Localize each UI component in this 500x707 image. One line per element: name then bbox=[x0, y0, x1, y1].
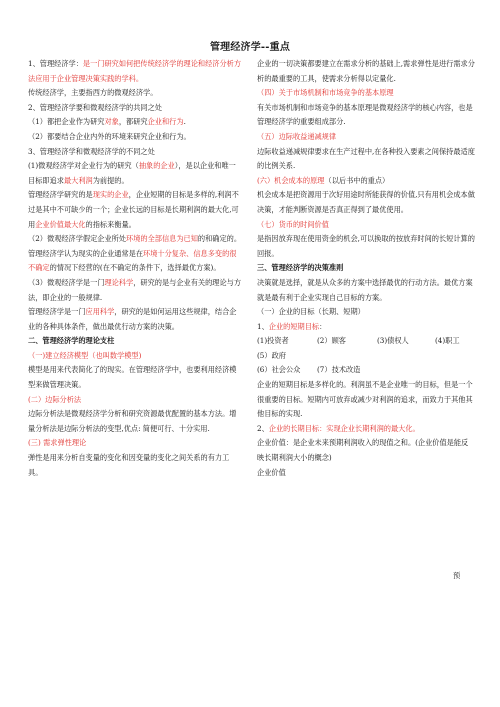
paragraph bbox=[28, 159, 243, 188]
list-item: (3)债权人 bbox=[377, 336, 409, 346]
text: 管理经济学研究的是 bbox=[28, 190, 93, 200]
paragraph bbox=[257, 320, 475, 335]
text: （以后书中的重点） bbox=[324, 175, 390, 185]
paragraph: 决策就是选择，就是从众多的方案中选择最优的行动方法。最优方案就是最有利于企业实现自己目标的方案。 bbox=[257, 277, 473, 302]
paragraph: 边际分析法是微观经济学分析和研究资源最优配置的基本方法。增量分析法是边际分析法的变型,优点: 简便可行、十分实用. bbox=[28, 409, 237, 433]
paragraph bbox=[28, 276, 243, 305]
paragraph: （2）都要结合企业内外的环境来研究企业和行为。 bbox=[28, 131, 191, 141]
text: ），是以企业和唯一目标即追求 bbox=[28, 161, 236, 185]
paragraph bbox=[28, 188, 243, 232]
stakeholder-row bbox=[257, 363, 475, 378]
paragraph: 企业的一切决策都要建立在需求分析的基础上,需求弹性是进行需求分析的最重要的工具，使需求分析得以定量化. bbox=[257, 59, 475, 83]
highlight-text: 最大利润 bbox=[63, 175, 93, 185]
paragraph bbox=[28, 115, 243, 130]
text: ，都研究 bbox=[118, 117, 148, 127]
highlight-text: 应用科学 bbox=[85, 307, 115, 317]
subsection-heading: （五）边际收益递减规律 bbox=[257, 131, 337, 141]
page-fragment-text: 预 bbox=[453, 571, 461, 580]
paragraph bbox=[28, 232, 243, 247]
subsection-heading: （四）关于市场机制和市场竞争的基本原理 bbox=[257, 88, 394, 98]
text: 为前提的。 bbox=[92, 175, 129, 185]
paragraph: 有关市场机制和市场竞争的基本原理是微观经济学的核心内容，也是管理经济学的重要组成部分. bbox=[257, 102, 473, 127]
paragraph: 企业的短期目标是多样化的。利润虽不是企业唯一的目标，但是一个很重要的目标。短期内可放弃或减少对利润的追求，而致力于其他其他目标的实现. bbox=[257, 380, 473, 419]
highlight-text: 对象 bbox=[104, 117, 119, 127]
text: 2、 bbox=[257, 423, 269, 433]
left-column bbox=[28, 57, 243, 480]
text: (1)微观经济学对企业行为的研究（ bbox=[28, 161, 139, 171]
paragraph: 边际收益递减规律要求在生产过程中,在各种投入要素之间保持最适度的比例关系. bbox=[257, 146, 475, 171]
stakeholder-row bbox=[257, 334, 475, 349]
paragraph: 2、管理经济学要和微观经济学的共同之处 bbox=[28, 102, 162, 112]
highlight-text: 理论科学 bbox=[104, 277, 134, 287]
paragraph bbox=[257, 422, 475, 437]
paragraph: 模型是用来代表简化了的现实。在管理经济学中，也要利用经济模型来做管理决策。 bbox=[28, 365, 237, 390]
highlight-text: 环境十分复杂、信息多变的很不确定 bbox=[28, 248, 237, 273]
text: 管理经济学认为现实的企业通常是在 bbox=[28, 248, 144, 258]
text: ，企业短期的目标是多样的,利润不过是其中不可缺少的一个；企业长远的目标是长期利润的最大化,可用 bbox=[28, 190, 239, 229]
highlight-text: 环境的全部信息为已知 bbox=[126, 234, 198, 244]
text: （3）微观经济学是一门 bbox=[28, 277, 105, 287]
subsection-heading: （七）货币的时间价值 bbox=[257, 219, 329, 229]
subsection-heading: (二）边际分析法 bbox=[28, 394, 82, 404]
highlight-text: (六）机会成本的原理 bbox=[257, 175, 325, 185]
highlight-text: 抽象的企业 bbox=[138, 161, 175, 171]
paragraph: 传统经济学，主要指西方的微观经济学。 bbox=[28, 88, 158, 98]
highlight-text: 现实的企业 bbox=[92, 190, 129, 200]
text: 的和确定的。 bbox=[197, 234, 242, 244]
list-item: (4)职工 bbox=[435, 336, 460, 346]
text: 管理经济学是一门 bbox=[28, 307, 86, 317]
list-item: (1)投资者 bbox=[257, 336, 289, 346]
page-title: 管理经济学--重点 bbox=[209, 42, 291, 53]
paragraph: 企业价值 bbox=[257, 467, 286, 477]
text: 1、 bbox=[257, 321, 269, 331]
text: 的情况下经营的(在不确定的条件下，选择最优方案)。 bbox=[49, 263, 221, 273]
list-item: (6）社会公众 bbox=[257, 365, 301, 375]
paragraph bbox=[28, 305, 243, 334]
paragraph: （一）企业的目标（长期、短期） bbox=[257, 307, 365, 317]
text: ，研究的是与企业有关的理论与方法，即企业的一般规律. bbox=[28, 277, 242, 302]
highlight-text: 企业价值最大化 bbox=[35, 219, 86, 229]
text: ，研究的是如何运用这些规律，结合企业的各种具体条件，做出最优行动方案的决策。 bbox=[28, 307, 237, 331]
text: ： bbox=[319, 321, 327, 331]
text: 1、管理经济学： bbox=[28, 59, 83, 68]
paragraph: 弹性是用来分析自变量的变化和因变量的变化之间关系的有力工具。 bbox=[28, 453, 230, 477]
subsection-heading bbox=[257, 174, 475, 189]
paragraph: 机会成本是把资源用于次好用途时所能获得的价值,只有用机会成本做决策，才能判断资源是否真正得到了最优使用。 bbox=[257, 190, 475, 214]
section-heading: 三、管理经济学的决策准则 bbox=[257, 263, 344, 273]
paragraph: 是指因放弃现在使用资金的机会,可以换取的按放弃时间的长短计算的回报。 bbox=[257, 234, 475, 258]
list-item: (2）顾客 bbox=[317, 336, 346, 346]
highlight-text: 企业和行为 bbox=[147, 117, 184, 127]
section-heading: 二、管理经济学的理论支柱 bbox=[28, 336, 115, 346]
paragraph: 3、管理经济学和微观经济学的不同之处 bbox=[28, 146, 155, 156]
list-item: (7）技术改造 bbox=[317, 365, 361, 375]
right-column bbox=[257, 57, 475, 480]
text: （2）微观经济学假定企业所处 bbox=[28, 234, 127, 244]
highlight-text: 企业的长期目标：实现企业长期利润的最大化。 bbox=[268, 423, 420, 433]
paragraph: 企业价值：是企业未来预期利润收入的现值之和。(企业价值是能反映长期利润大小的概念) bbox=[257, 438, 469, 463]
highlight-text: 是一门研究如何把传统经济学的理论和经济分析方法应用于企业管理决策实践的学科。 bbox=[28, 59, 242, 83]
text: （1）都把企业作为研究 bbox=[28, 117, 105, 127]
text: . bbox=[183, 117, 186, 127]
list-item: (5）政府 bbox=[257, 350, 286, 360]
text: 的指标来衡量。 bbox=[85, 219, 136, 229]
paragraph bbox=[28, 57, 243, 86]
highlight-text: 企业的短期目标 bbox=[268, 321, 320, 331]
subsection-heading: （一)建立经济模型（也叫数学模型) bbox=[28, 350, 142, 360]
subsection-heading: (三) 需求弹性理论 bbox=[28, 438, 87, 448]
paragraph bbox=[28, 247, 243, 276]
